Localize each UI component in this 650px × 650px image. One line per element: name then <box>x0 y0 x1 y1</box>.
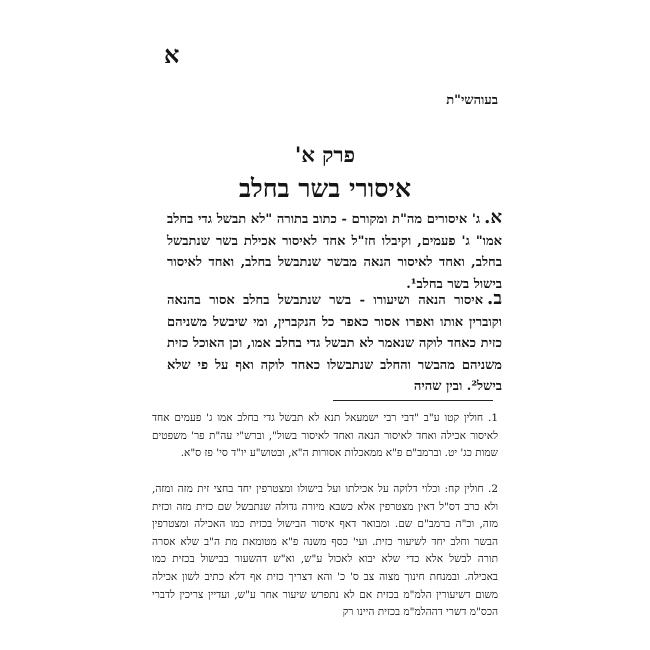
footnote-2: 2. חולין קח: וכלוי דלוקה על אכילתו ועל בישולו ומצטרפין יחד בחצי זית מזה ומזה, ולא כרב דס"ל דאין מצטרפין אלא כשבא מיורה גדולה שנתבשל שם כזית מזה וכזית מזה, וכ"ה ברמב"ם שם. ומבואר דאף איסור הבישול בכזית כמו האכילה ומצטרפין הבשר וחלב יחד לשיעור כזית. ועי' כסף משנה פ"א מטומאת מת ה"ב שלא אסרה תורה לבשל אלא כדי שלא יבוא לאכול ע"ש, וא"ש דהשעור בבישול בכזית כמו באכילה. ובמנחת חינוך מצוה צב ס' כ' והא דצריך כזית אף דלא כתיב לשון אכילה משום דשיעורין הלמ"מ בכזית אם לא נתפרש שיעור אחר ע"ש, ועדיין צריכין לדברי הכס"מ דשרי דההלמ"מ בכזית היינו רק <box>152 483 498 619</box>
chapter-title: איסורי בשר בחלב <box>238 174 412 203</box>
paragraph-1 <box>167 207 502 295</box>
paragraph-letter: א. <box>484 207 502 228</box>
chapter-number: פרק א' <box>294 142 356 167</box>
running-header: בעוהשי"ת <box>446 93 498 108</box>
paragraph-text: איסור הנאה ושיעורו - בשר שנתבשל בחלב אסור בהנאה וקוברין אותו ואפרו אסור כאפר כל הנקברין, ומי שיבשל משניהם כזית כאחד לוקה שנאמר לא תבשל גדי בחלב אמו, וכן האוכל כזית משניהם מהבשר והחלב שנתבשלו כאחד לוקה ואף על פי שלא בישל². ובין שהיה <box>167 293 502 394</box>
paragraph-2 <box>167 288 502 398</box>
paragraph-letter: ב. <box>487 288 502 309</box>
footnote-divider <box>333 400 493 401</box>
footnote-1: 1. חולין קטו ע"ב "דבי רבי ישמעאל תנא לא תבשל גדי בחלב אמו ג' פעמים אחד לאיסור אכילה ואחד לאיסור הנאה ואחד לאיסור בשול", וברש"י עה"ת פר' משפטים שמות כג' יט. וברמב"ם פ"א ממאכלות אסורות ה"א, ובטוש"ע יו"ד סי' פז ס"א. <box>152 412 498 460</box>
paragraph-text: ג' איסורים מה"ת ומקורם - כתוב בתורה "לא תבשל גדי בחלב אמו" ג' פעמים, וקיבלו חז"ל אחד לאיסור אכילת בשר שנתבשל בחלב, ואחד לאיסור הנאה מבשר שנתבשל בחלב, ואחד לאיסור בישול בשר בחלב¹. <box>167 212 502 292</box>
page-number: א <box>164 40 180 69</box>
